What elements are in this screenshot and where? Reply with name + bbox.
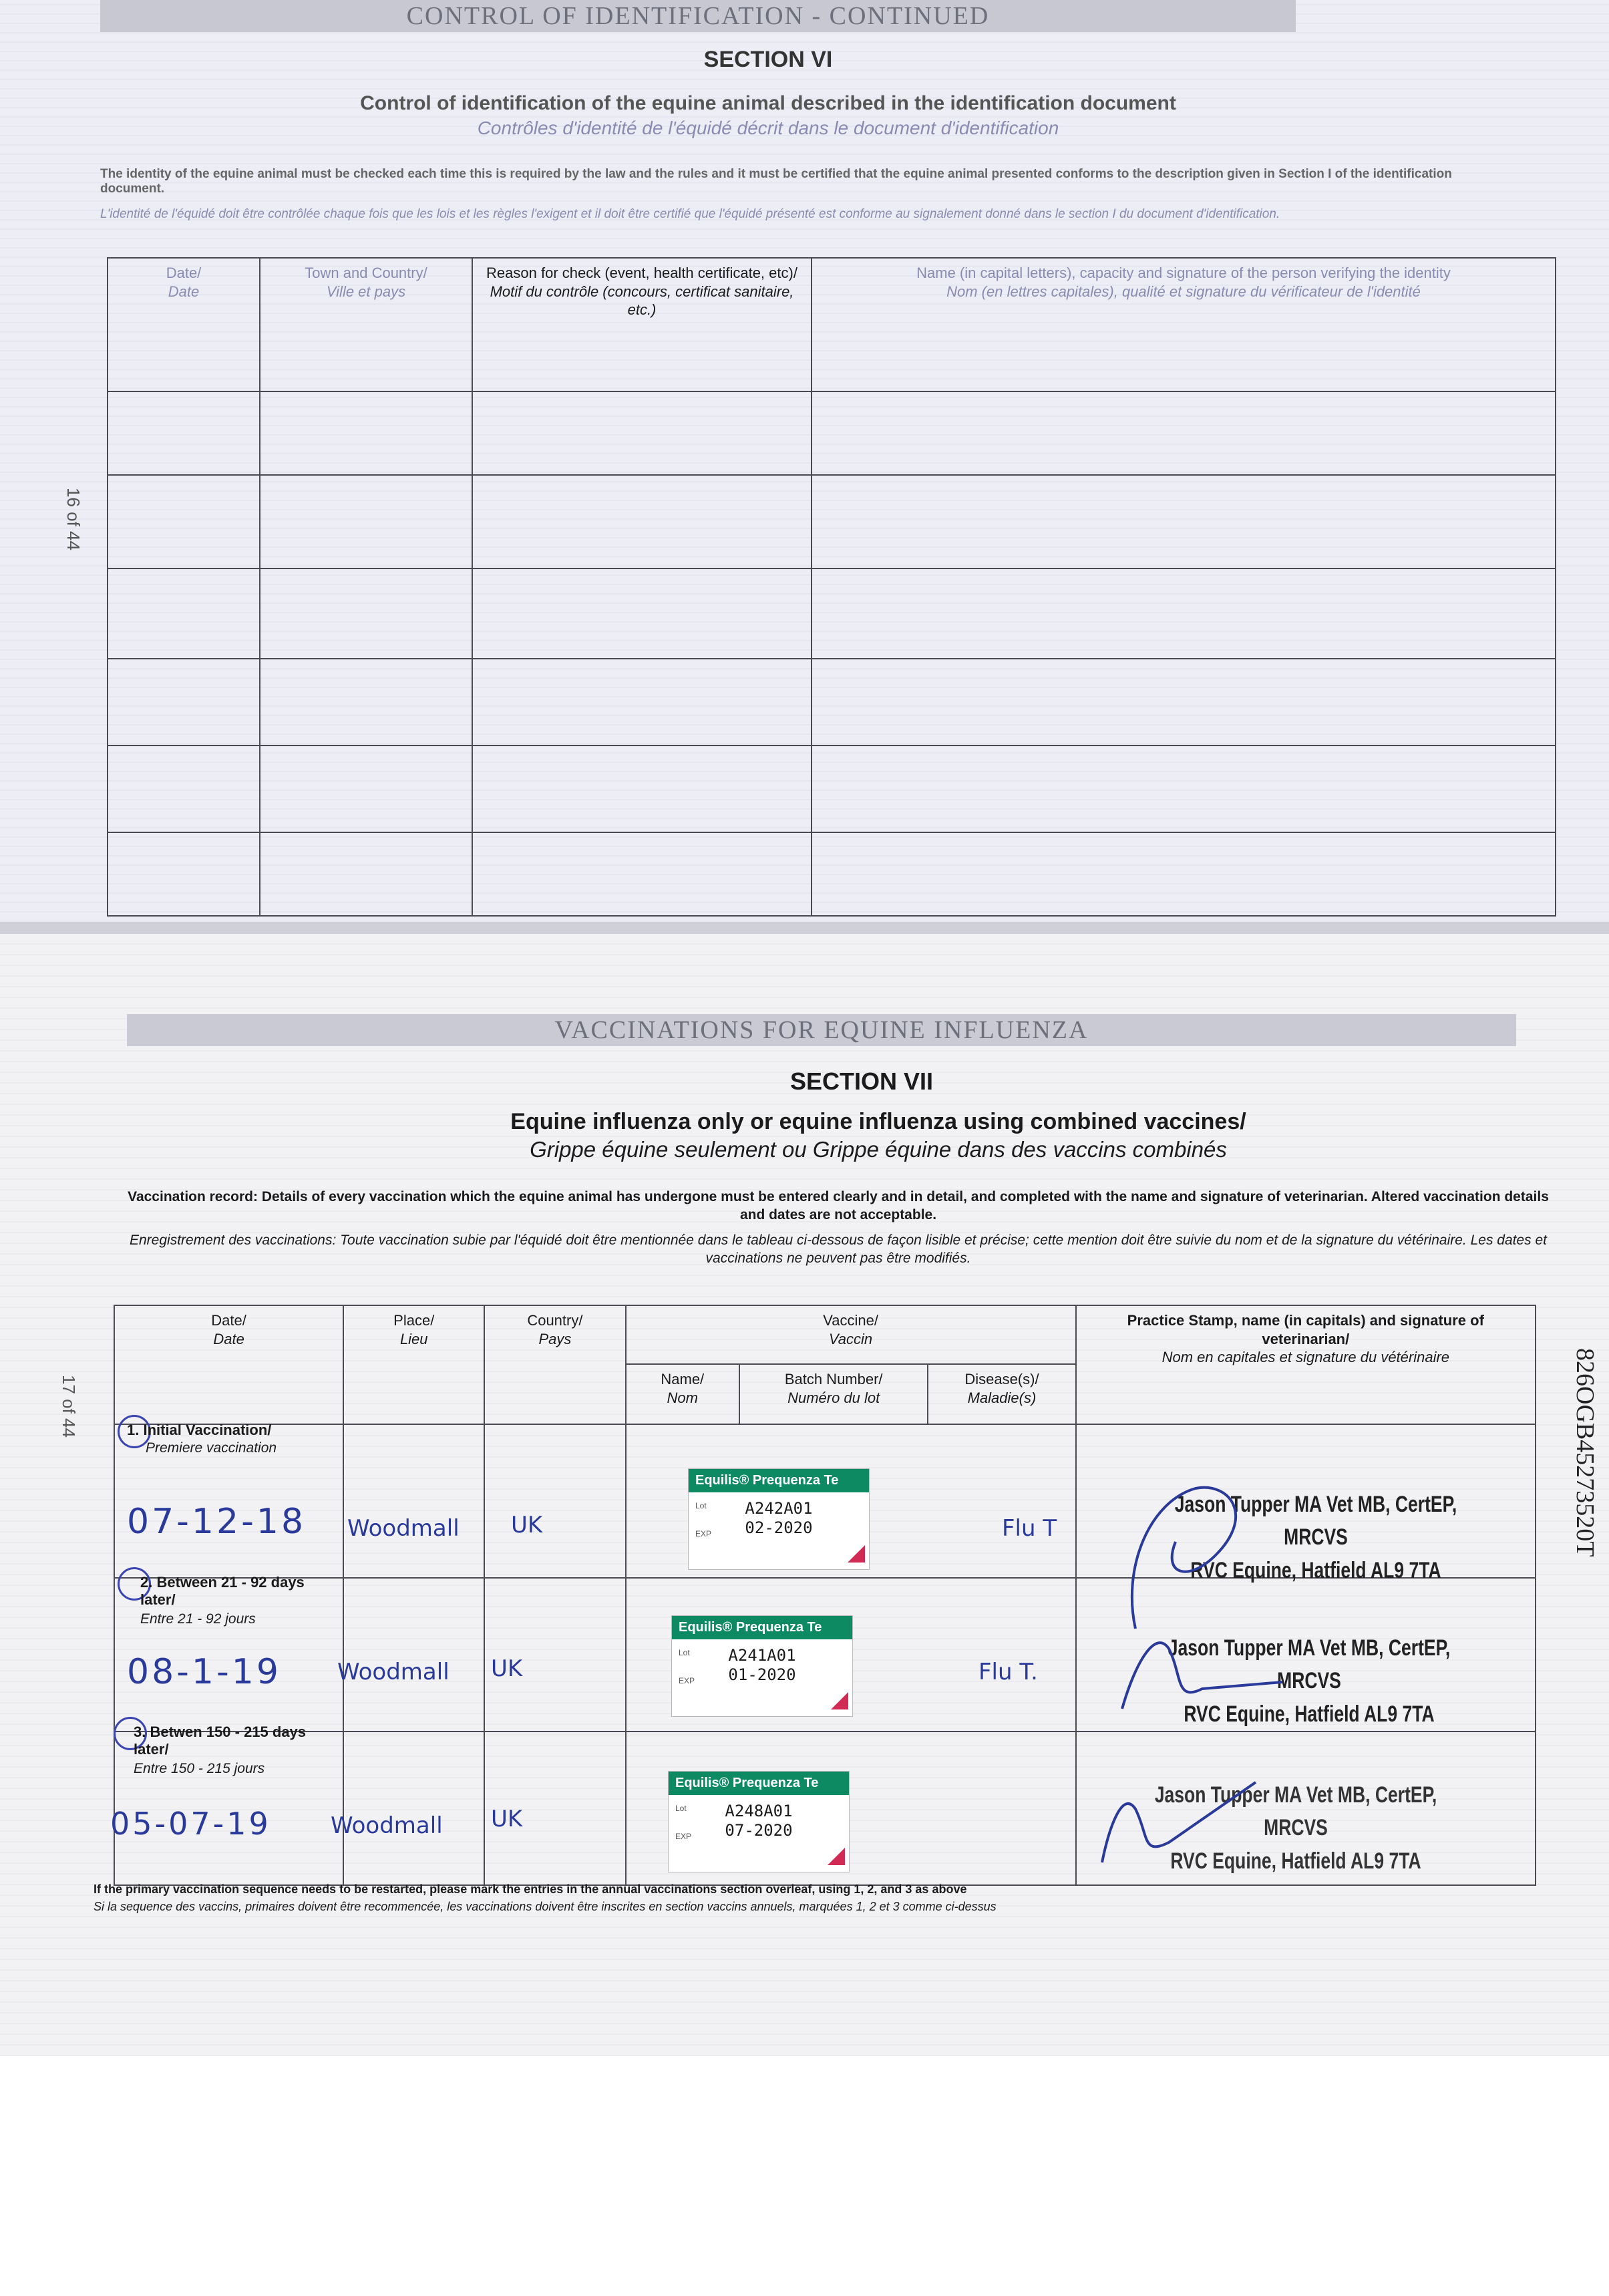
col-vaccine-en: Vaccine/ xyxy=(823,1312,878,1329)
col-place-fr: Lieu xyxy=(399,1330,428,1347)
stamp-address: RVC Equine, Hatfield AL9 7TA xyxy=(1184,1701,1435,1727)
page-section-6 xyxy=(0,0,1609,922)
cell-town[interactable] xyxy=(260,746,472,832)
vaccine-sticker-1 xyxy=(688,1468,870,1570)
col-batch-fr: Numéro du lot xyxy=(787,1389,880,1406)
disease-1: Flu T xyxy=(1002,1515,1057,1542)
cell-date[interactable] xyxy=(108,659,260,746)
date-3: 05-07-19 xyxy=(110,1806,271,1842)
table-row xyxy=(108,475,1556,568)
intro-text-fr: L'identité de l'équidé doit être contrôlée chaque fois que les lois et les règles l'exigent et il doit être certifié que l'équidé présenté est conforme au signalement donné dans le section I du document d'identification. xyxy=(100,207,1280,221)
cell-town[interactable] xyxy=(260,568,472,659)
place-2: Woodmall xyxy=(337,1659,450,1685)
row-label-2-fr: Entre 21 - 92 jours xyxy=(140,1611,256,1627)
section-heading: Control of identification of the equine animal described in the identification document xyxy=(360,92,1176,114)
sticker-lot: A248A01 xyxy=(725,1802,793,1820)
place-1: Woodmall xyxy=(347,1515,460,1542)
col-vaccine-name xyxy=(626,1364,740,1424)
record-text: Vaccination record: Details of every vaccination which the equine animal has undergone must be entered clearly and in detail, and completed with the name and signature of veterinarian. Altered vaccination details and dates are not acceptable. xyxy=(128,1189,1549,1223)
sticker-brand: Equilis® Prequenza Te xyxy=(669,1772,849,1795)
col-place xyxy=(343,1305,484,1424)
vaccine-sticker-2 xyxy=(671,1615,853,1717)
col-place-en: Place/ xyxy=(393,1312,435,1329)
country-2: UK xyxy=(491,1655,523,1682)
cell-reason[interactable] xyxy=(472,832,812,916)
col-stamp-en: Practice Stamp, name (in capitals) and signature of veterinarian/ xyxy=(1127,1312,1484,1347)
col-date-en: Date/ xyxy=(211,1312,246,1329)
cell-town[interactable] xyxy=(260,832,472,916)
sticker-exp: 02-2020 xyxy=(745,1518,813,1537)
place-3: Woodmall xyxy=(331,1812,443,1839)
col-date-fr: Date xyxy=(213,1330,244,1347)
stamp-address: RVC Equine, Hatfield AL9 7TA xyxy=(1190,1557,1441,1583)
row-label-3-fr: Entre 150 - 215 jours xyxy=(134,1761,265,1776)
col-country-en: Country/ xyxy=(527,1312,583,1329)
col-date-en: Date/ xyxy=(166,265,202,281)
cell-town[interactable] xyxy=(260,475,472,568)
table-row xyxy=(108,568,1556,659)
page-section-7 xyxy=(0,922,1609,2056)
col-stamp-fr: Nom en capitales et signature du vétérinaire xyxy=(1161,1349,1450,1365)
col-country xyxy=(484,1305,625,1424)
section-title: SECTION VII xyxy=(789,1068,934,1095)
cell-verifier[interactable] xyxy=(812,659,1556,746)
row-label-1-fr: Premiere vaccination xyxy=(146,1440,277,1456)
cell-verifier[interactable] xyxy=(812,832,1556,916)
col-town-fr: Ville et pays xyxy=(326,283,406,300)
col-country-fr: Pays xyxy=(538,1330,572,1347)
intro-text: The identity of the equine animal must be checked each time this is required by the law and the rules and it must be certified that the equine animal presented conforms to the description given in Section I of the identification document. xyxy=(100,167,1452,196)
col-town-en: Town and Country/ xyxy=(305,265,427,281)
record-text-fr: Enregistrement des vaccinations: Toute vaccination subie par l'équidé doit être mentionnée dans le tableau ci-dessous de façon lisible et précise; cette mention doit être suivie du nom et de la signature du vétérinaire. Les dates et vaccinations ne peuvent pas être modifiés. xyxy=(130,1233,1547,1267)
date-2: 08-1-19 xyxy=(127,1652,281,1692)
col-vaccine-fr: Vaccin xyxy=(828,1330,873,1347)
sticker-exp-label: EXP xyxy=(695,1529,712,1538)
cell-verifier[interactable] xyxy=(812,391,1556,475)
cell-town[interactable] xyxy=(260,659,472,746)
sticker-brand: Equilis® Prequenza Te xyxy=(689,1469,869,1492)
stamp-address: RVC Equine, Hatfield AL9 7TA xyxy=(1170,1848,1421,1874)
sticker-exp: 07-2020 xyxy=(725,1820,793,1840)
page-number: 17 of 44 xyxy=(59,1375,79,1438)
col-stamp xyxy=(1076,1305,1536,1424)
sticker-exp: 01-2020 xyxy=(728,1665,796,1684)
row-label-1: 1. Initial Vaccination/ xyxy=(127,1422,272,1438)
cell-verifier[interactable] xyxy=(812,568,1556,659)
cell-date[interactable] xyxy=(108,568,260,659)
sticker-lot-label: Lot xyxy=(695,1501,707,1510)
sticker-exp-label: EXP xyxy=(675,1832,692,1841)
col-batch xyxy=(739,1364,928,1424)
cell-reason[interactable] xyxy=(472,746,812,832)
cell-date[interactable] xyxy=(108,475,260,568)
country-1: UK xyxy=(511,1512,543,1538)
section-heading: Equine influenza only or equine influenza using combined vaccines/ xyxy=(510,1109,1246,1134)
col-disease-en: Disease(s)/ xyxy=(964,1371,1039,1387)
sticker-lot: A241A01 xyxy=(728,1646,796,1665)
cell-verifier[interactable] xyxy=(812,746,1556,832)
col-reason-fr: Motif du contrôle (concours, certificat sanitaire, etc.) xyxy=(490,283,794,318)
col-name-fr: Nom xyxy=(667,1389,698,1406)
vaccine-sticker-3 xyxy=(668,1771,850,1872)
table-row xyxy=(108,746,1556,832)
stamp-name: Jason Tupper MA Vet MB, CertEP, MRCVS xyxy=(1174,1492,1457,1550)
cell-date[interactable] xyxy=(108,391,260,475)
col-verifier xyxy=(812,258,1556,391)
col-batch-en: Batch Number/ xyxy=(784,1371,883,1387)
signature-2 xyxy=(1115,1622,1289,1715)
page-number: 16 of 44 xyxy=(63,488,83,550)
col-date xyxy=(114,1305,343,1424)
col-disease xyxy=(928,1364,1075,1424)
cell-reason[interactable] xyxy=(472,475,812,568)
col-disease-fr: Maladie(s) xyxy=(967,1389,1037,1406)
signature-3 xyxy=(1095,1769,1269,1869)
cell-reason[interactable] xyxy=(472,659,812,746)
col-verifier-fr: Nom (en lettres capitales), qualité et signature du vérificateur de l'identité xyxy=(946,283,1421,300)
cell-reason[interactable] xyxy=(472,568,812,659)
cell-reason[interactable] xyxy=(472,391,812,475)
table-row xyxy=(108,659,1556,746)
signature-1 xyxy=(1095,1462,1269,1642)
section-heading-fr: Contrôles d'identité de l'équidé décrit dans le document d'identification xyxy=(477,118,1059,138)
sticker-tag-icon xyxy=(848,1545,865,1563)
col-town xyxy=(260,258,472,391)
footer-note: If the primary vaccination sequence needs to be restarted, please mark the entries in the annual vaccinations section overleaf, using 1, 2, and 3 as above xyxy=(94,1882,967,1896)
cell-town[interactable] xyxy=(260,391,472,475)
section-title: SECTION VI xyxy=(703,47,833,72)
cell-date[interactable] xyxy=(108,832,260,916)
sticker-lot-label: Lot xyxy=(675,1804,687,1813)
disease-2: Flu T. xyxy=(978,1659,1038,1685)
band-title: VACCINATIONS FOR EQUINE INFLUENZA xyxy=(554,1016,1089,1044)
sticker-exp-label: EXP xyxy=(679,1676,695,1685)
col-reason xyxy=(472,258,812,391)
sticker-lot: A242A01 xyxy=(745,1499,813,1518)
sticker-brand: Equilis® Prequenza Te xyxy=(672,1616,852,1639)
stamp-name: Jason Tupper MA Vet MB, CertEP, MRCVS xyxy=(1154,1782,1437,1841)
col-name-en: Name/ xyxy=(661,1371,705,1387)
band-title: CONTROL OF IDENTIFICATION - CONTINUED xyxy=(406,2,990,30)
sticker-tag-icon xyxy=(828,1848,845,1865)
stamp-name: Jason Tupper MA Vet MB, CertEP, MRCVS xyxy=(1168,1635,1451,1694)
col-date xyxy=(108,258,260,391)
cell-verifier[interactable] xyxy=(812,475,1556,568)
section-band xyxy=(127,1014,1516,1046)
table-row xyxy=(108,832,1556,916)
sticker-lot-label: Lot xyxy=(679,1648,690,1657)
col-verifier-en: Name (in capital letters), capacity and signature of the person verifying the identity xyxy=(916,265,1451,281)
col-reason-en: Reason for check (event, health certificate, etc)/ xyxy=(486,265,797,281)
row-label-3: 3. Betwen 150 - 215 days later/ xyxy=(134,1724,307,1758)
footer-note-fr: Si la sequence des vaccins, primaires doivent être recommencée, les vaccinations doivent être inscrites en section vaccins annuels, marquées 1, 2 et 3 comme ci-dessus xyxy=(94,1900,997,1913)
sticker-tag-icon xyxy=(831,1692,848,1709)
identity-check-table xyxy=(107,257,1556,917)
table-row xyxy=(108,391,1556,475)
cell-date[interactable] xyxy=(108,746,260,832)
section-band xyxy=(100,0,1296,32)
col-date-fr: Date xyxy=(168,283,200,300)
section-heading-fr: Grippe équine seulement ou Grippe équine dans des vaccins combinés xyxy=(530,1137,1227,1162)
col-vaccine xyxy=(626,1305,1076,1364)
country-3: UK xyxy=(491,1806,523,1832)
date-1: 07-12-18 xyxy=(127,1502,307,1542)
row-label-2: 2. Between 21 - 92 days later/ xyxy=(140,1574,305,1608)
passport-number: 826OGB45273520T xyxy=(1571,1348,1599,1557)
